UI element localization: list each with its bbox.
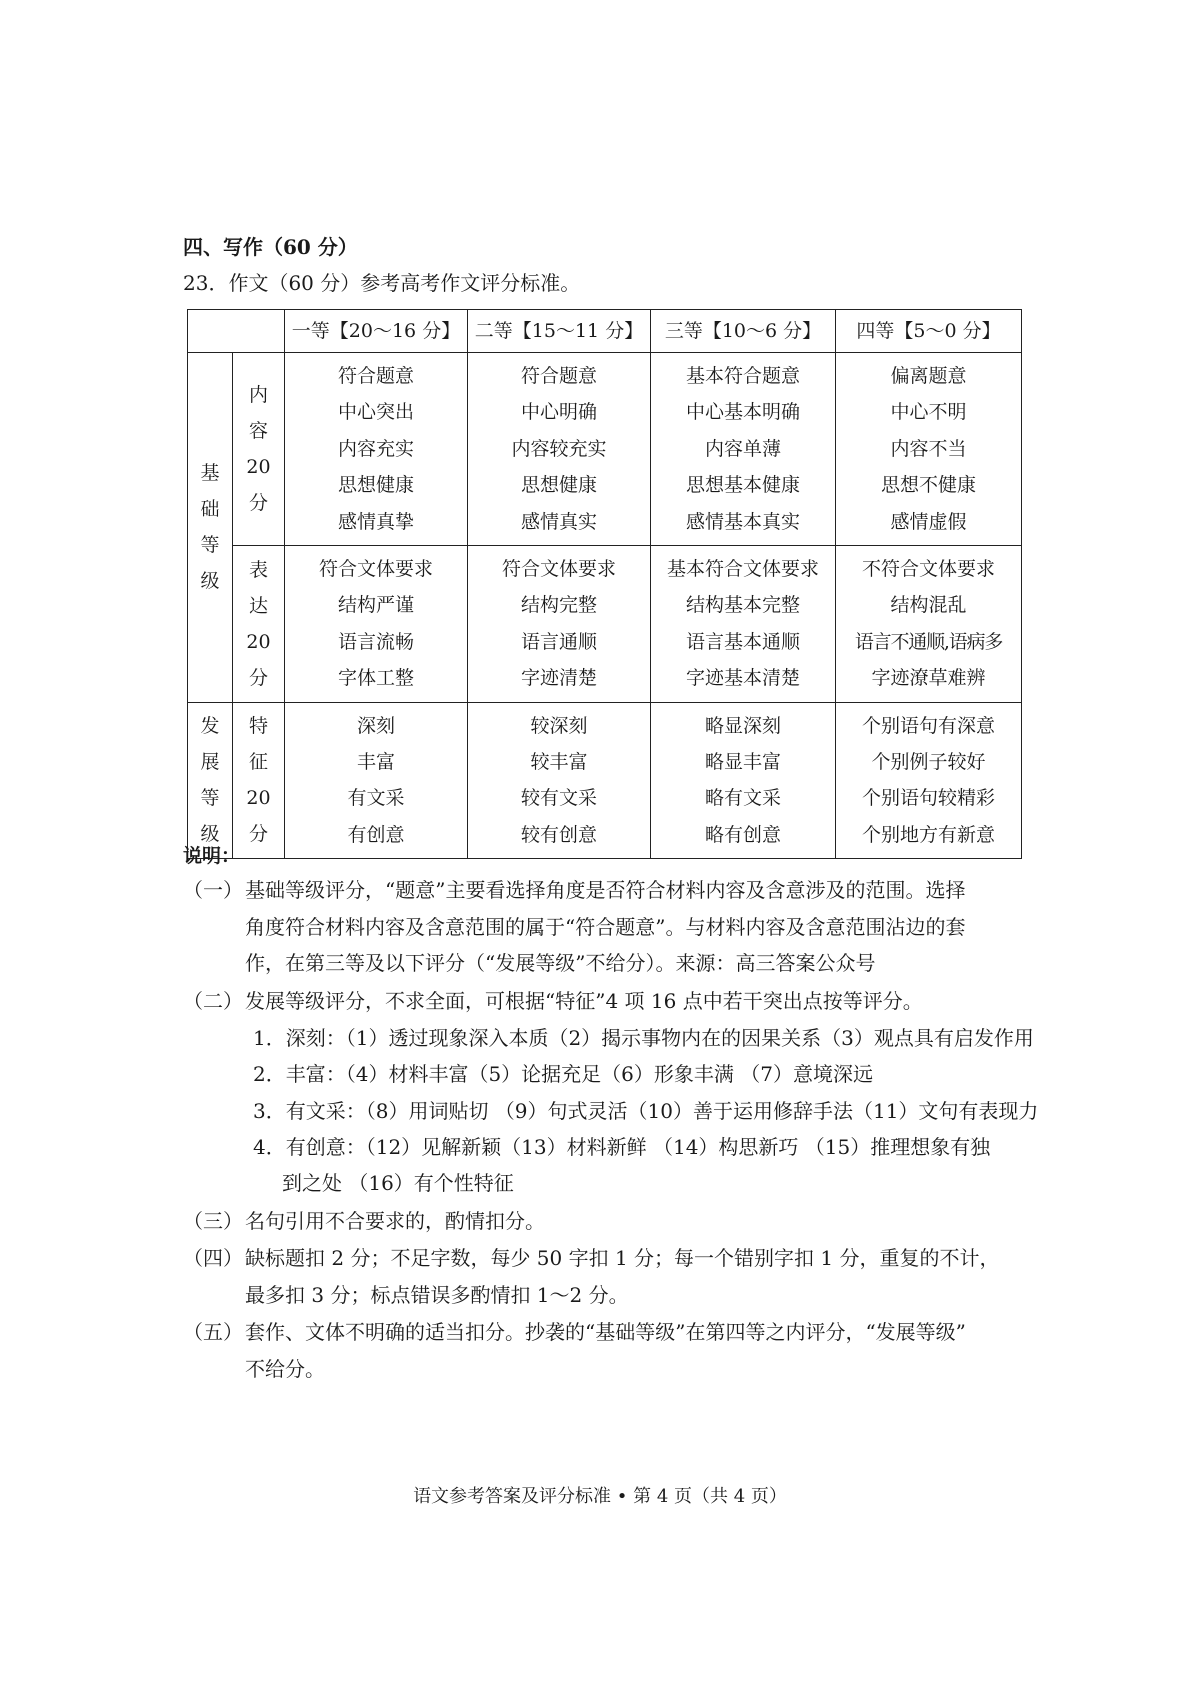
criterion-text: 结构完整 <box>520 594 597 617</box>
feature-grade-3 <box>651 702 836 859</box>
feature-row <box>188 702 1022 859</box>
expression-label-char: 分 <box>248 666 268 689</box>
criterion-text: 不符合文体要求 <box>861 558 995 581</box>
expression-grade-2 <box>468 546 651 703</box>
criterion-text: 字体工整 <box>337 667 414 690</box>
content-label-char: 内 <box>248 384 268 407</box>
expression-row <box>188 546 1022 703</box>
section-title: 四、写作（60 分） <box>183 235 358 259</box>
criterion-text: 内容不当 <box>890 437 967 460</box>
feature-item-4: 4．有创意：（12）见解新颖（13）材料新鲜 （14）构思新巧 （15）推理想象有独 <box>253 1135 991 1159</box>
expression-label <box>233 546 285 703</box>
criterion-text: 思想不健康 <box>880 474 976 497</box>
criterion-text: 符合文体要求 <box>318 558 433 581</box>
criterion-text: 较丰富 <box>530 751 588 774</box>
criterion-text: 结构基本完整 <box>685 594 800 617</box>
content-grade-1 <box>285 353 468 546</box>
content-grade-3 <box>651 353 836 546</box>
criterion-text: 略显深刻 <box>704 714 781 737</box>
criterion-text: 较深刻 <box>530 714 588 737</box>
note-line: 名句引用不合要求的，酌情扣分。 <box>245 1209 545 1233</box>
criterion-text: 略有创意 <box>704 823 781 846</box>
feature-item-1: 1．深刻：（1）透过现象深入本质（2）揭示事物内在的因果关系（3）观点具有启发作用 <box>253 1026 1034 1050</box>
note-line: 缺标题扣 2 分；不足字数，每少 50 字扣 1 分；每一个错别字扣 1 分，重复的不计， <box>245 1246 1000 1270</box>
expression-grade-1 <box>285 546 468 703</box>
criterion-text: 字迹潦草难辨 <box>871 667 986 690</box>
feature-grade-2 <box>468 702 651 859</box>
feature-label-char: 征 <box>248 751 268 774</box>
grade-2-header: 二等【15～11 分】 <box>468 310 651 353</box>
page-footer: 语文参考答案及评分标准 • 第 4 页（共 4 页） <box>413 1486 787 1507</box>
grade-3-header: 三等【10～6 分】 <box>651 310 836 353</box>
criterion-text: 有文采 <box>347 787 405 810</box>
criterion-text: 个别语句较精彩 <box>861 787 995 810</box>
criterion-text: 结构严谨 <box>337 594 414 617</box>
criterion-text: 字迹基本清楚 <box>685 667 800 690</box>
note-label: （一） <box>183 878 243 902</box>
content-grade-4 <box>836 353 1022 546</box>
criterion-text: 较有创意 <box>520 823 597 846</box>
criterion-text: 偏离题意 <box>890 365 967 387</box>
development-level-char: 级 <box>200 823 220 846</box>
feature-grade-1 <box>285 702 468 859</box>
note-paragraph-2 <box>183 983 1043 1020</box>
criterion-text: 个别语句有深意 <box>861 714 995 737</box>
criterion-text: 个别地方有新意 <box>861 823 995 846</box>
expression-grade-3 <box>651 546 836 703</box>
criterion-text: 略有文采 <box>704 787 781 810</box>
feature-item-3: 3．有文采：（8）用词贴切 （9）句式灵活（10）善于运用修辞手法（11）文句有表现力 <box>253 1099 1039 1123</box>
criterion-text: 个别例子较好 <box>871 751 986 774</box>
grade-1-header: 一等【20～16 分】 <box>285 310 468 353</box>
development-level-label <box>188 702 233 859</box>
development-level-char: 展 <box>200 751 220 774</box>
basic-level-char: 础 <box>200 498 220 521</box>
criterion-text: 丰富 <box>356 751 395 774</box>
criterion-text: 深刻 <box>356 714 395 737</box>
criterion-text: 中心基本明确 <box>685 401 800 424</box>
note-line: 作，在第三等及以下评分（“发展等级”不给分）。来源：高三答案公众号 <box>245 951 876 975</box>
criterion-text: 中心不明 <box>890 401 967 424</box>
note-label: （二） <box>183 989 243 1013</box>
feature-label-char: 20 <box>246 787 271 810</box>
criterion-text: 语言基本通顺 <box>685 630 800 653</box>
note-line: 基础等级评分，“题意”主要看选择角度是否符合材料内容及含意涉及的范围。选择 <box>245 878 966 902</box>
criterion-text: 符合题意 <box>520 365 597 387</box>
rubric-header-row <box>188 310 1022 353</box>
development-level-char: 发 <box>200 715 220 738</box>
notes-title: 说明： <box>183 845 241 867</box>
development-level-char: 等 <box>200 787 220 810</box>
note-line: 发展等级评分，不求全面，可根据“特征”4 项 16 点中若干突出点按等评分。 <box>245 989 923 1013</box>
criterion-text: 感情真实 <box>520 510 597 533</box>
criterion-text: 内容单薄 <box>704 437 781 460</box>
note-paragraph-5 <box>183 1314 1043 1388</box>
expression-label-char: 表 <box>248 558 268 581</box>
feature-label-char: 分 <box>248 823 268 846</box>
criterion-text: 结构混乱 <box>890 594 967 617</box>
criterion-text: 语言通顺 <box>520 630 597 653</box>
expression-label-char: 20 <box>246 630 271 653</box>
note-line: 最多扣 3 分；标点错误多酌情扣 1～2 分。 <box>245 1282 629 1307</box>
rubric-table <box>187 309 1022 859</box>
criterion-text: 较有文采 <box>520 787 597 810</box>
content-label-char: 容 <box>248 420 268 443</box>
note-line: 角度符合材料内容及含意范围的属于“符合题意”。与材料内容及含意范围沾边的套 <box>245 914 966 939</box>
expression-grade-4 <box>836 546 1022 703</box>
criterion-text: 内容较充实 <box>511 437 607 460</box>
note-label: （三） <box>183 1209 243 1233</box>
criterion-text: 语言流畅 <box>337 630 414 653</box>
criterion-text: 语言不通顺,语病多 <box>854 630 1003 653</box>
note-paragraph-4 <box>183 1240 1043 1314</box>
criterion-text: 思想健康 <box>520 474 597 497</box>
criterion-text: 感情虚假 <box>890 510 967 533</box>
feature-grade-4 <box>836 702 1022 859</box>
criterion-text: 思想基本健康 <box>685 474 800 497</box>
feature-label <box>233 702 285 859</box>
criterion-text: 有创意 <box>347 823 405 846</box>
basic-level-char: 等 <box>200 534 220 557</box>
criterion-text: 字迹清楚 <box>520 667 597 690</box>
feature-item-4-continued: 到之处 （16）有个性特征 <box>282 1171 514 1195</box>
criterion-text: 中心明确 <box>520 401 597 424</box>
question-title: 23．作文（60 分）参考高考作文评分标准。 <box>183 271 581 295</box>
criterion-text: 基本符合题意 <box>685 365 800 387</box>
rubric-corner-cell <box>188 310 285 353</box>
criterion-text: 感情真挚 <box>337 510 414 533</box>
criterion-text: 内容充实 <box>337 437 414 460</box>
criterion-text: 符合题意 <box>337 365 414 387</box>
criterion-text: 略显丰富 <box>704 751 781 774</box>
basic-level-char: 级 <box>200 570 220 593</box>
note-line: 套作、文体不明确的适当扣分。抄袭的“基础等级”在第四等之内评分，“发展等级” <box>245 1320 966 1344</box>
note-paragraph-1 <box>183 872 1043 982</box>
note-label: （四） <box>183 1246 243 1270</box>
feature-label-char: 特 <box>248 715 268 738</box>
content-grade-2 <box>468 353 651 546</box>
expression-label-char: 达 <box>248 594 268 617</box>
basic-level-char: 基 <box>200 462 220 485</box>
criterion-text: 感情基本真实 <box>685 510 800 533</box>
content-label <box>233 353 285 546</box>
criterion-text: 符合文体要求 <box>501 558 616 581</box>
criterion-text: 基本符合文体要求 <box>666 558 819 581</box>
basic-level-label <box>188 353 233 703</box>
grade-4-header: 四等【5～0 分】 <box>836 310 1022 353</box>
content-label-char: 20 <box>246 456 271 479</box>
note-paragraph-3 <box>183 1203 1043 1240</box>
criterion-text: 思想健康 <box>337 474 414 497</box>
note-line: 不给分。 <box>245 1356 325 1381</box>
content-row <box>188 353 1022 546</box>
note-label: （五） <box>183 1320 243 1344</box>
content-label-char: 分 <box>248 492 268 515</box>
criterion-text: 中心突出 <box>337 401 414 424</box>
feature-item-2: 2．丰富：（4）材料丰富（5）论据充足（6）形象丰满 （7）意境深远 <box>253 1062 873 1086</box>
